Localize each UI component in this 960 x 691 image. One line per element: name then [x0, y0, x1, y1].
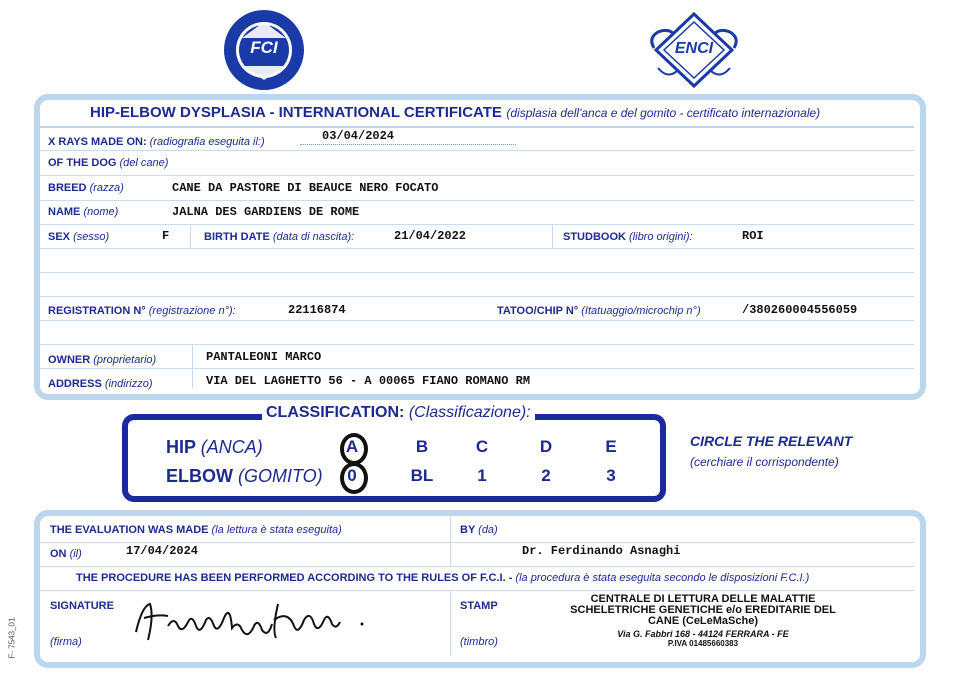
circle-note-italian: (cerchiare il corrispondente) — [690, 455, 839, 469]
elbow-grade-2[interactable]: 2 — [541, 466, 551, 485]
owner-value: PANTALEONI MARCO — [206, 350, 322, 364]
enci-logo-text: ENCI — [674, 40, 714, 57]
studbook-label: STUDBOOK (libro origini): — [563, 231, 693, 243]
form-code: F- 7543_01 — [7, 617, 17, 659]
owner-label: OWNER (proprietario) — [48, 354, 157, 366]
studbook-value: ROI — [742, 229, 764, 243]
elbow-selected-circle — [340, 462, 368, 494]
hip-grade-c[interactable]: C — [475, 437, 489, 456]
procedure-note: THE PROCEDURE HAS BEEN PERFORMED ACCORDING TO THE RULES OF F.C.I. - (la procedura è stata eseguita secondo le disposizioni F.C.I.) — [76, 572, 810, 584]
elbow-label: ELBOW (GOMITO) — [166, 466, 323, 486]
evaluation-on-label: ON (il) — [50, 548, 82, 560]
stamp-line-1: CENTRALE DI LETTURA DELLE MALATTIE — [590, 593, 816, 605]
handwritten-signature — [128, 596, 368, 646]
certificate-title-italian: (displasia dell'anca e del gomito - certificato internazionale) — [506, 106, 821, 120]
divider — [40, 224, 914, 225]
registration-value: 22116874 — [288, 303, 346, 317]
divider — [450, 516, 451, 566]
by-label: BY (da) — [460, 524, 498, 536]
sex-label: SEX (sesso) — [48, 231, 110, 243]
hip-grade-e[interactable]: E — [605, 437, 617, 456]
divider — [40, 368, 914, 369]
signature-label-italian: (firma) — [50, 636, 82, 648]
stamp-line-4: Via G. Fabbri 168 - 44124 FERRARA - FE — [617, 629, 789, 639]
hip-grade-b[interactable]: B — [415, 437, 429, 456]
divider — [40, 248, 914, 249]
divider — [40, 175, 914, 176]
address-label: ADDRESS (indirizzo) — [48, 378, 153, 390]
hip-selected-circle — [340, 433, 368, 465]
address-value: VIA DEL LAGHETTO 56 - A 00065 FIANO ROMANO RM — [206, 374, 531, 388]
divider — [192, 344, 193, 388]
evaluator-name: Dr. Ferdinando Asnaghi — [522, 544, 681, 558]
circle-note: CIRCLE THE RELEVANT — [690, 433, 853, 449]
breed-value: CANE DA PASTORE DI BEAUCE NERO FOCATO — [172, 181, 439, 195]
chip-label: TATOO/CHIP N° (Itatuaggio/microchip n°) — [497, 305, 701, 317]
of-dog-label: OF THE DOG (del cane) — [48, 157, 169, 169]
fci-logo-text: FCI — [250, 38, 278, 57]
xrays-date: 03/04/2024 — [322, 129, 395, 143]
divider — [40, 296, 914, 297]
stamp-line-5: P.IVA 01485660383 — [667, 639, 739, 648]
enci-logo — [638, 8, 750, 92]
elbow-grade-bl[interactable]: BL — [410, 466, 434, 485]
name-value: JALNA DES GARDIENS DE ROME — [172, 205, 360, 219]
divider — [190, 224, 191, 248]
classification-title: CLASSIFICATION: (Classificazione): — [262, 404, 535, 422]
classification-box — [122, 414, 666, 502]
divider — [40, 566, 914, 567]
divider — [40, 320, 914, 321]
divider — [552, 224, 553, 248]
divider — [40, 344, 914, 345]
birth-date-label: BIRTH DATE (data di nascita): — [204, 231, 355, 243]
hip-grade-d[interactable]: D — [539, 437, 553, 456]
fci-logo — [222, 8, 306, 92]
registration-label: REGISTRATION N° (registrazione n°): — [48, 305, 236, 317]
name-label: NAME (nome) — [48, 206, 119, 218]
breed-label: BREED (razza) — [48, 182, 124, 194]
divider — [40, 272, 914, 273]
stamp-line-3: CANE (CeLeMaSche) — [647, 615, 759, 627]
evaluation-made-label: THE EVALUATION WAS MADE (la lettura è stata eseguita) — [50, 524, 342, 536]
chip-value: /380260004556059 — [742, 303, 858, 317]
stamp-label-italian: (timbro) — [460, 636, 498, 648]
elbow-grade-3[interactable]: 3 — [606, 466, 616, 485]
birth-date-value: 21/04/2022 — [394, 229, 467, 243]
stamp — [548, 594, 858, 648]
evaluation-date: 17/04/2024 — [126, 544, 199, 558]
certificate-title-main: HIP-ELBOW DYSPLASIA - INTERNATIONAL CERTIFICATE — [90, 104, 502, 121]
elbow-grade-1[interactable]: 1 — [477, 466, 487, 485]
stamp-label: STAMP — [460, 600, 498, 612]
elbow-grade-0[interactable]: 0 — [347, 466, 357, 485]
hip-grade-a[interactable]: A — [345, 437, 359, 456]
signature-label: SIGNATURE — [50, 600, 114, 612]
certificate-title — [90, 104, 820, 122]
divider — [40, 200, 914, 201]
hip-label: HIP (ANCA) — [166, 437, 263, 457]
sex-value: F — [162, 229, 170, 243]
divider — [40, 590, 914, 591]
divider — [40, 542, 914, 543]
divider — [40, 126, 914, 128]
divider — [450, 590, 451, 656]
stamp-line-2: SCHELETRICHE GENETICHE e/o EREDITARIE DEL — [570, 604, 836, 616]
divider — [40, 150, 914, 151]
xrays-label: X RAYS MADE ON: (radiografia eseguita il:) — [48, 136, 265, 148]
date-dotted-line — [300, 144, 516, 145]
